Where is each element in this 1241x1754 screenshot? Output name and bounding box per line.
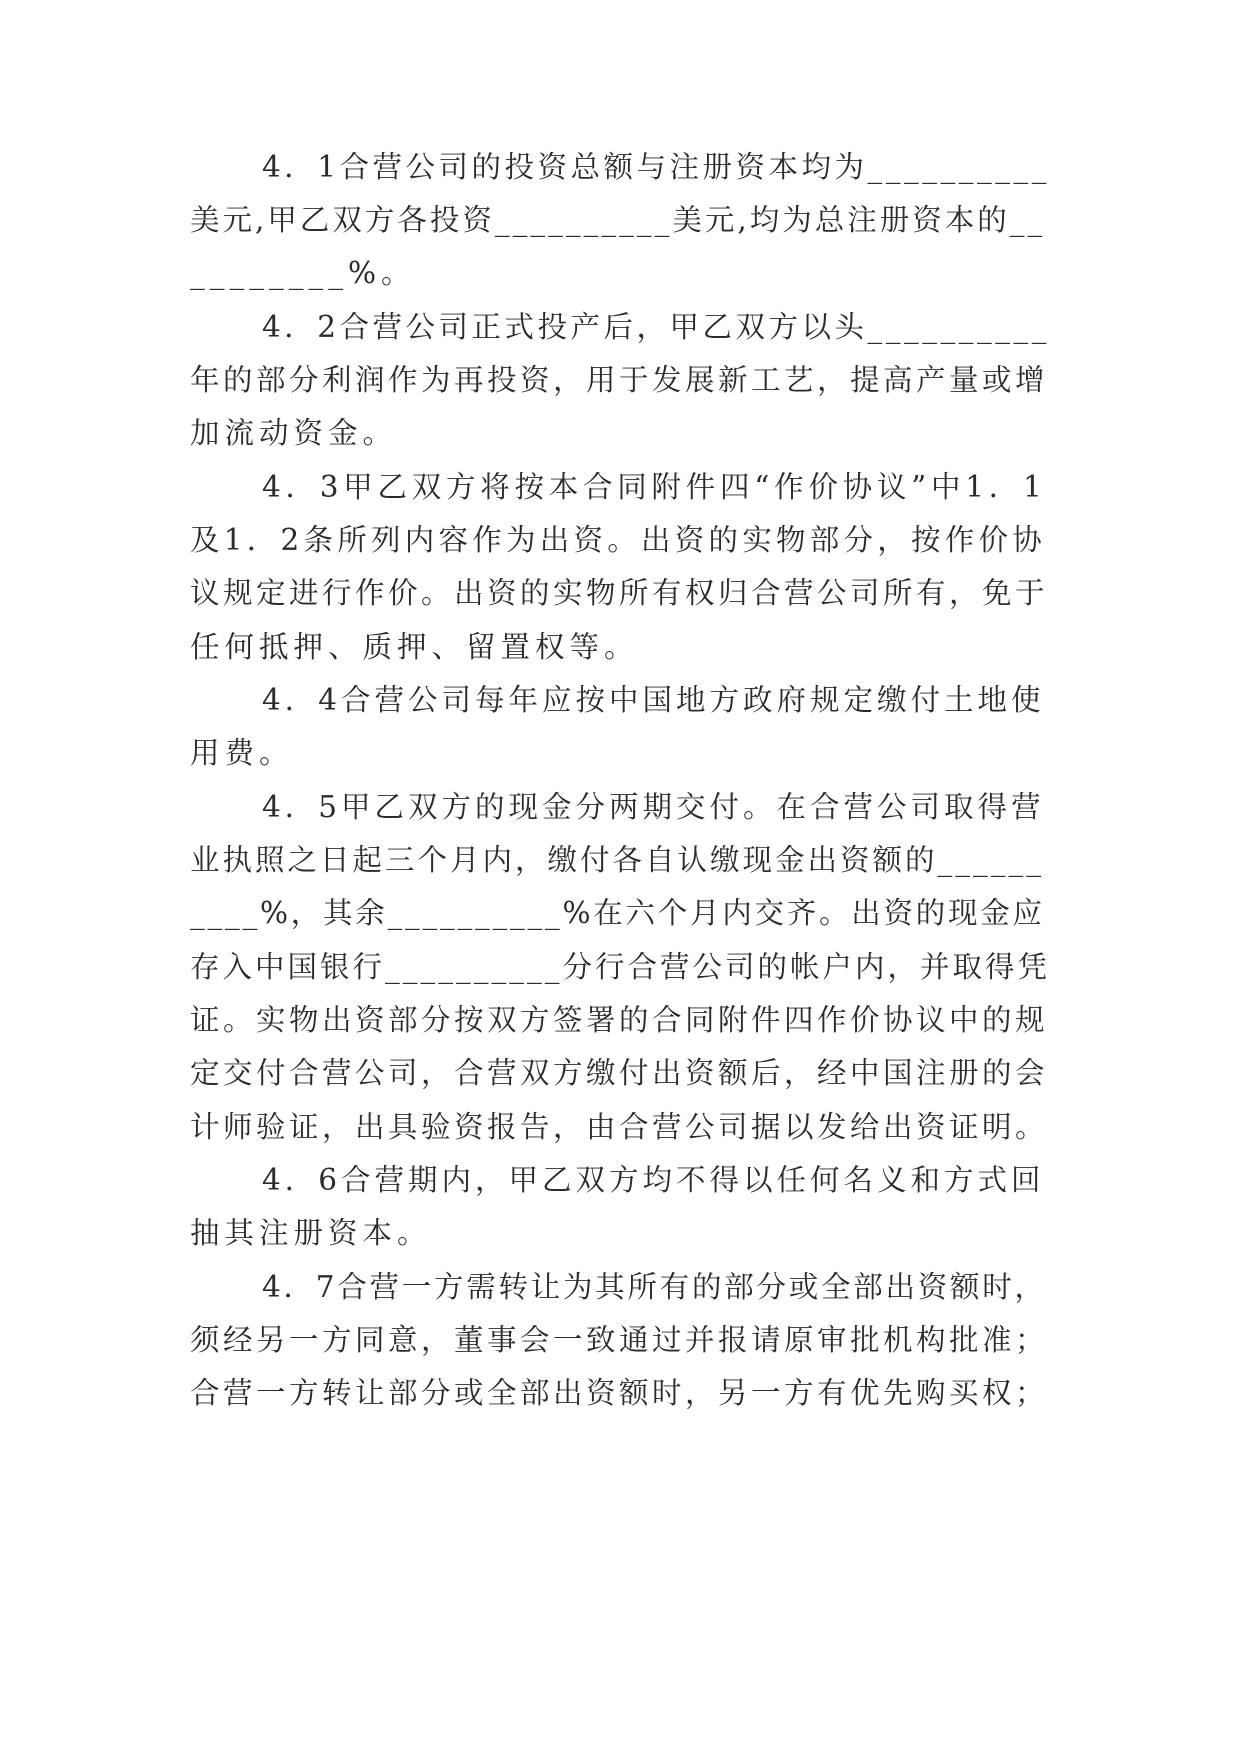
text-line: 4．4合营公司每年应按中国地方政府规定缴付土地使 (262, 683, 1045, 717)
text-line: 4．1合营公司的投资总额与注册资本均为__________ (262, 150, 1051, 184)
text-line: 用费。 (190, 736, 294, 770)
text-line: 美元,甲乙双方各投资__________美元,均为总注册资本的__ (190, 203, 1046, 237)
text-line: 合营一方转让部分或全部出资额时，另一方有优先购买权； (190, 1376, 1049, 1410)
text-line: 存入中国银行__________分行合营公司的帐户内，并取得凭 (190, 950, 1051, 984)
text-line: 及1．2条所列内容作为出资。出资的实物部分，按作价协 (190, 523, 1047, 557)
text-line: 4．6合营期内，甲乙双方均不得以任何名义和方式回 (262, 1163, 1045, 1197)
text-line: 须经另一方同意，董事会一致通过并报请原审批机构批准； (190, 1323, 1049, 1357)
text-line: 议规定进行作价。出资的实物所有权归合营公司所有，免于 (190, 576, 1049, 610)
text-line: 4．3甲乙双方将按本合同附件四“作价协议”中1．1 (262, 470, 1047, 504)
text-line: ________%。 (190, 256, 416, 290)
text-line: ____%，其余__________%在六个月内交齐。出资的现金应 (190, 896, 1045, 930)
text-line: 业执照之日起三个月内，缴付各自认缴现金出资额的______ (190, 843, 1045, 877)
text-line: 加流动资金。 (190, 416, 398, 450)
text-line: 定交付合营公司，合营双方缴付出资额后，经中国注册的会 (190, 1056, 1049, 1090)
text-line: 年的部分利润作为再投资，用于发展新工艺，提高产量或增 (190, 363, 1049, 397)
text-line: 任何抵押、质押、留置权等。 (190, 630, 639, 664)
text-line: 计师验证，出具验资报告，由合营公司据以发给出资证明。 (190, 1110, 1049, 1144)
text-line: 4．5甲乙双方的现金分两期交付。在合营公司取得营 (262, 790, 1045, 824)
text-line: 证。实物出资部分按双方签署的合同附件四作价协议中的规 (190, 1003, 1049, 1037)
text-line: 抽其注册资本。 (190, 1216, 432, 1250)
text-line: 4．2合营公司正式投产后，甲乙双方以头__________ (262, 310, 1051, 344)
text-line: 4．7合营一方需转让为其所有的部分或全部出资额时， (262, 1270, 1047, 1304)
